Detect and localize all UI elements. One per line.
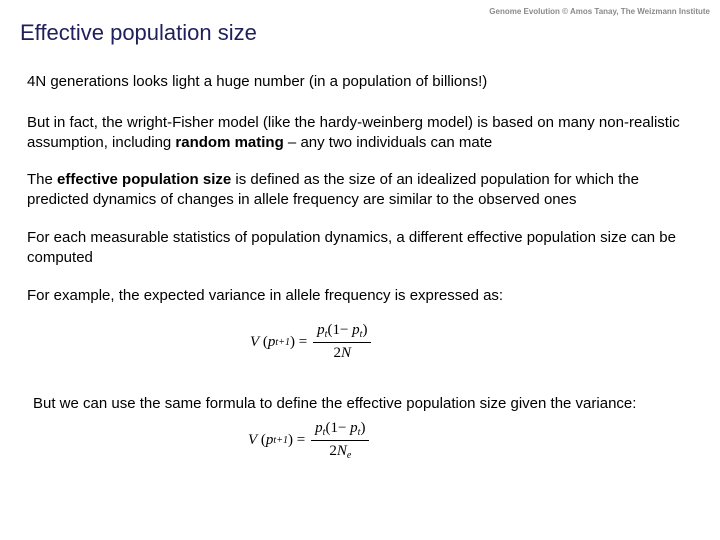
eq-subscript: t — [359, 329, 363, 340]
paragraph-generations: 4N generations looks light a huge number (in a population of billions!) — [27, 73, 488, 90]
eq-subscript: e — [346, 450, 352, 461]
paragraph-text: But in fact, the wright-Fisher model (like the hardy-weinberg model) is based on many non-realistic assumption, including — [27, 114, 680, 151]
eq-subscript: t — [357, 427, 361, 438]
eq-subscript: t+1 — [275, 336, 290, 348]
paragraph-definition — [27, 170, 687, 210]
paragraph-text: The — [27, 171, 58, 188]
emphasis-random-mating: random mating — [175, 134, 284, 151]
eq-symbol: V — [250, 333, 260, 350]
eq-symbol: p — [265, 432, 274, 448]
eq-symbol: 2 — [329, 443, 337, 459]
eq-symbol: 2 — [333, 345, 342, 361]
eq-subscript: t — [324, 329, 328, 340]
eq-fraction — [313, 322, 371, 362]
eq-symbol: V — [248, 432, 258, 448]
eq-sign: = — [296, 432, 306, 448]
eq-symbol: p — [317, 322, 325, 338]
paragraph-statistics: For each measurable statistics of population dynamics, a different effective population size can be computed — [27, 229, 676, 266]
paragraph-wright-fisher — [27, 113, 687, 153]
emphasis-effective-population-size: effective population size — [57, 171, 232, 188]
equation-variance-n: V ( p t+1 ) = $\frac{p_t(1- p_t)}{2N}$ — [250, 322, 371, 362]
paragraph-text: is defined as the size of an idealized population for which the predicted dynamics of changes in allele frequency are similar to the observed ones — [27, 171, 639, 208]
paragraph-example: For example, the expected variance in allele frequency is expressed as: — [27, 287, 504, 304]
eq-symbol: p — [352, 322, 360, 338]
eq-symbol: p — [267, 333, 276, 350]
eq-symbol: ) — [362, 322, 368, 338]
eq-symbol: p — [350, 420, 358, 436]
eq-subscript: t — [322, 427, 326, 438]
eq-fraction — [311, 420, 369, 461]
paragraph-same-formula: But we can use the same formula to define the effective population size given the variance: — [33, 395, 637, 412]
slide-title: Effective population size — [20, 20, 257, 45]
eq-symbol: (1− — [327, 322, 349, 338]
eq-symbol: N — [336, 443, 347, 459]
eq-symbol: ) — [360, 420, 366, 436]
paragraph-text: – any two individuals can mate — [283, 134, 493, 151]
eq-symbol: N — [341, 345, 352, 361]
eq-symbol: p — [315, 420, 323, 436]
eq-sign: = — [298, 333, 308, 350]
slide-credit: Genome Evolution © Amos Tanay, The Weizmann Institute — [489, 7, 710, 16]
equation-variance-ne: V ( p t+1 ) = $\frac{p_t(1- p_t)}{2N_e}$ — [248, 420, 369, 461]
eq-symbol: (1− — [325, 420, 347, 436]
eq-subscript: t+1 — [273, 435, 288, 446]
